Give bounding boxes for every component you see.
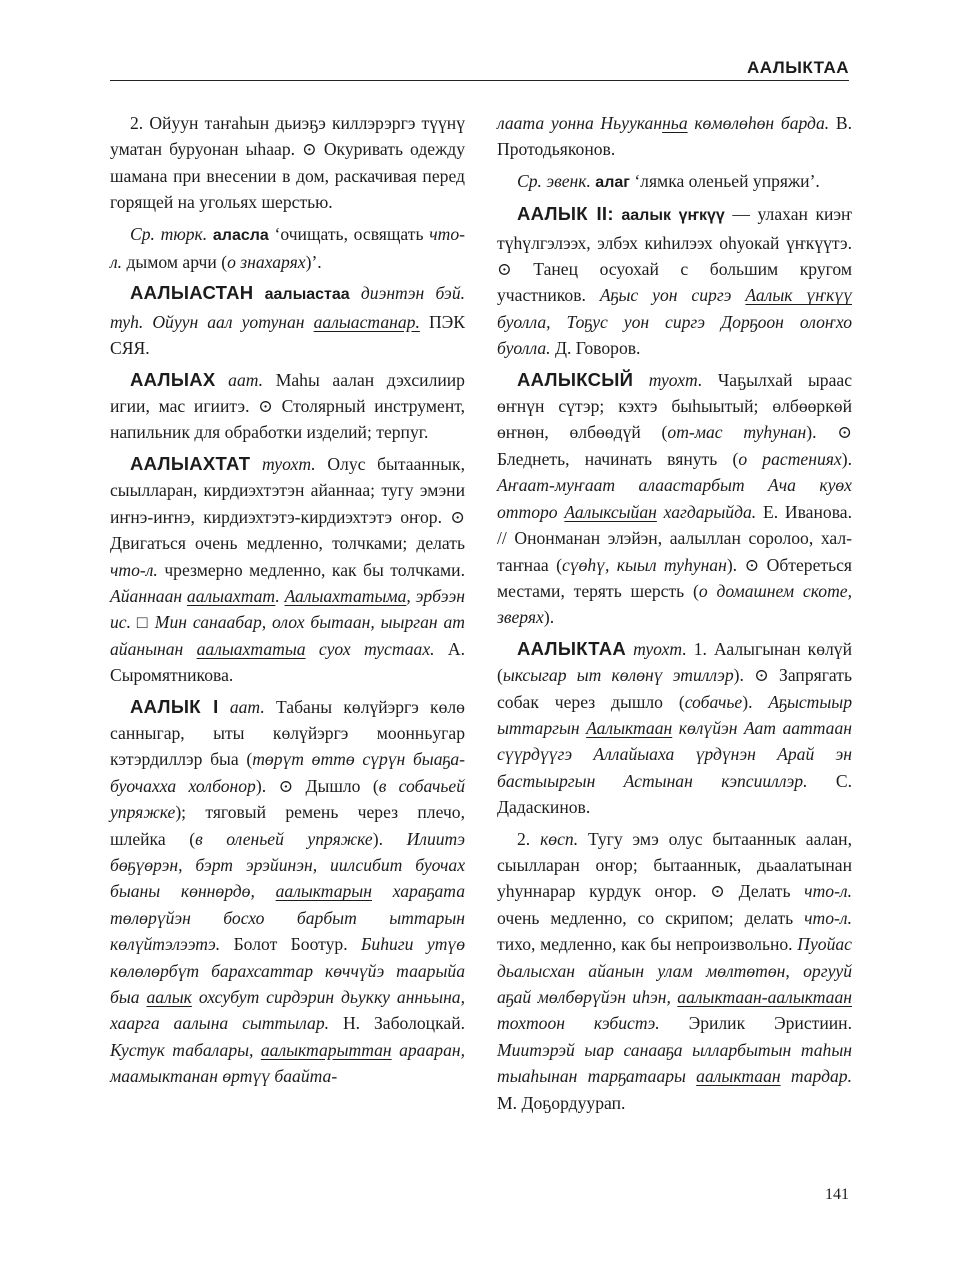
definition: чрезмерно медленно, как бы толчками. [164, 559, 465, 580]
label-text: о знахарях [227, 252, 306, 273]
example-word: аалыахтат [186, 585, 276, 606]
headword: ААЛЫКТАА [517, 637, 627, 659]
definition: Чаҕылхай ыраас өҥнүн сүтэр; кэхтэ быһыытый; өлбөөркөй өҥнөн, өлбөөдүй ( [497, 369, 853, 443]
example: тохтоон кэбистэ. [497, 1013, 660, 1034]
definition: Табаны көлүйэргэ көлө санныгар, ыты көлүйэргэ моонньугар кэтэрдиллэр быа ( [110, 696, 465, 770]
gloss: дымом арчи ( [126, 252, 228, 273]
left-column [110, 110, 465, 1095]
example: көмөлөһөн барда. [694, 113, 830, 133]
part-of-speech: аат. [228, 369, 264, 390]
example: , эрбээн ис. □ Мин санаабар, олох бытаан, ыырган ат айанынан [110, 585, 466, 659]
definition: диэнтэн бэй. туһ. Ойуун аал уотунан [110, 283, 466, 332]
example: Аҕыс уон сиргэ [599, 285, 732, 306]
definition: Олус бытааннык, сыылларан, кирдиэхтэтэн айаннаа; тугу эмэни иҥнэ-иҥнэ, кирдиэхтэтэ-кирдиэхтэтэ оҥор. ⊙ Двигаться очень медленно, толчками; делать [110, 453, 466, 554]
base-form: аалыастаа [264, 286, 350, 304]
example: буолла, Тоҕус уон сиргэ Дорҕоон олоҥхо буолла. [497, 311, 852, 359]
label-text: ыксыгар ыт көлөнү этиллэр [502, 665, 734, 686]
entry-text: 2. Ойуун таҥаһын дьиэҕэ киллэрэргэ түүнү уматан буруонан ыһаар. ⊙ Окуривать одежду шамана при внесении в дом, раскачивая перед горящей на угольях шерстью. [110, 113, 465, 213]
gloss: ‘лямка оленьей упряжи’. [634, 170, 820, 191]
definition: 1. Аалыгынан көлүй ( [497, 638, 852, 686]
source: М. Доҕордуурап. [497, 1092, 626, 1113]
sense-number: 2. [517, 828, 531, 849]
part-of-speech: туохт. [262, 453, 316, 474]
example: Пуойас дьалысхан айанын улам мөлтөтөн, оргууй аҕай мөлбөрүйэн иһэн, [497, 934, 852, 1007]
right-column [497, 110, 852, 1121]
example-word: аалыктарыттан [260, 1039, 392, 1060]
part-of-speech: туохт. [648, 369, 703, 390]
label-text: Ср. эвенк. [517, 170, 591, 191]
part-of-speech: аат. [229, 696, 265, 717]
example: хараҕата төлөрүйэн босхо барбыт ыттарын көлүйтэлээтэ. [110, 881, 465, 955]
definition: ); тяговый ремень через плечо, шлейка ( [110, 802, 465, 849]
example: тардар. [790, 1066, 852, 1087]
label-text: что-л. [110, 559, 158, 580]
example-word: аалыктарын [275, 881, 372, 902]
example-word: Аалыксыйан [564, 501, 657, 522]
example: Кустук табалары, [110, 1039, 254, 1060]
source: Д. Говоров. [554, 338, 641, 359]
headword: ААЛЫАСТАН [130, 282, 254, 304]
label-text: о домашнем скоте, зверях [497, 580, 852, 628]
source: ПЭК СЯЯ. [110, 311, 465, 359]
definition: ). [841, 448, 852, 469]
example: Айаннаан [110, 585, 183, 606]
example-word: аалыастанар. [313, 311, 420, 332]
example: лаата уонна Ньуукан [497, 113, 663, 133]
headword: ААЛЫКСЫЙ [517, 368, 634, 390]
dictionary-entry [497, 636, 852, 821]
source: С. Дадаскинов. [497, 770, 852, 818]
dictionary-entry [110, 280, 465, 361]
example: . [275, 585, 280, 606]
example-word: аалыахтатыа [196, 638, 306, 659]
label-text: сүөһү, кыыл туһунан [561, 554, 727, 575]
example: Илиитэ бөҕүөрэн, бэрт эрэйинэн, иилсибит буочах быаны көннөрдө, [110, 828, 465, 902]
source: Е. Иванова. // Ононманан элэйэн, аалыллан соролоо, халтаҥнаа ( [497, 501, 852, 575]
headword: ААЛЫК I [130, 695, 219, 717]
headword: ААЛЫАХТАТ [130, 452, 251, 474]
example: көлүйэн Аат ааттаан сүүрдүүгэ Аллайыаха үрдүнэн Арай эн бастыыргын Астынан кэпсииллэр. [497, 717, 852, 791]
definition: ). [372, 828, 383, 849]
running-header: ААЛЫКТАА [747, 58, 849, 77]
definition: — улахан киэҥ түһүлгэлээх, элбэх киһилээх оһуокай үҥкүүтэ. ⊙ Танец осуохай с большим кругом участников. [497, 204, 852, 306]
etymology-paragraph [497, 168, 852, 196]
example: Аҕыстыыр ыттаргын [497, 691, 852, 738]
label-text: собачье [684, 691, 743, 712]
etymon: алаг [595, 173, 630, 191]
entry-paragraph [110, 110, 465, 216]
headword: ААЛЫАХ [130, 368, 216, 390]
definition: ). ⊙ Дышло ( [255, 775, 379, 796]
gloss: )’. [305, 252, 322, 273]
example-word: аалыктаан-аалыктаан [677, 987, 852, 1007]
definition: ). ⊙ Бледнеть, начинать вянуть ( [497, 422, 852, 469]
part-of-speech: туохт. [633, 638, 687, 659]
etymon: аласла [212, 226, 269, 244]
definition: ). [543, 607, 555, 628]
dictionary-entry [497, 826, 852, 1116]
definition: Тугу эмэ олус бытааннык аалан, сыылларан оҥор; бытааннык, дьаалатынан уһуннарар курдук оҥор. ⊙ Делать [497, 828, 852, 902]
etymology-paragraph [110, 221, 465, 276]
example: Миитэрэй ыар санааҕа ылларбытын таһын тыаһынан тарҕатаары [497, 1039, 852, 1087]
source: Болот Боотур. [233, 934, 348, 955]
label-text: төрүт өттө сүрүн быаҕа-буочахха холбонор [110, 749, 465, 796]
source: Н. Заболоцкай. [342, 1013, 466, 1034]
example-word: Аалыахтатыма [284, 585, 407, 606]
definition: очень медленно, со скрипом; делать [497, 907, 794, 928]
label-text: что-л. [110, 223, 465, 273]
example: Аҥаат-муҥаат алаастарбыт Ача куөх отторо [497, 475, 852, 522]
definition: ). ⊙ Обтереться местами, терять шерсть ( [497, 554, 852, 601]
dictionary-entry [110, 694, 465, 1090]
label-text: о растениях [738, 448, 842, 469]
label-text: что-л. [804, 907, 852, 928]
label-text: что-л. [804, 881, 852, 902]
example-word: Аалык үҥкүү [745, 285, 852, 306]
example-word: аалык [146, 987, 192, 1007]
example: арааран, маамыктанан өртүү баайта- [110, 1039, 465, 1087]
definition: ). ⊙ Запрягать собак через дышло ( [497, 665, 852, 712]
source: В. Протодьяконов. [497, 113, 852, 160]
label-text: от-мас туһунан [667, 422, 807, 443]
dictionary-entry [497, 201, 852, 361]
source: А. Сыромятникова. [110, 638, 465, 686]
dictionary-entry [110, 367, 465, 446]
label-text: в оленьей упряжке [195, 828, 373, 849]
dictionary-entry [497, 367, 852, 631]
page-number: 141 [825, 1186, 849, 1203]
example-word: Аалыктаан [586, 717, 673, 738]
base-form: аалык үҥкүү [621, 207, 725, 225]
header-rule [110, 80, 849, 81]
gloss: ‘очищать, освящать [274, 223, 424, 244]
example: хагдарыйда. [663, 501, 757, 522]
dictionary-entry [110, 451, 465, 689]
definition: тихо, медленно, как бы непроизвольно. [497, 934, 793, 955]
headword: ААЛЫК II: [517, 203, 614, 225]
example: охсубут сирдэрин дьукку анньына, хаарга аалына сыттылар. [110, 987, 466, 1034]
example: суох тустаах. [318, 638, 435, 659]
label-text: көсп. [540, 828, 579, 849]
label-text: Ср. тюрк. [130, 223, 208, 244]
example: Биһиги утүө көлөлөрбүт барахсаттар көччүйэ таарыйа быа [110, 934, 465, 1007]
example-word: аалыктаан [696, 1066, 781, 1087]
continued-paragraph [497, 110, 852, 163]
definition: Маһы аалан дэхсилиир игии, мас игиитэ. ⊙ Столярный инструмент, напильник для обработки изделий; терпуг. [110, 369, 465, 443]
source: Эрилик Эристиин. [688, 1013, 852, 1034]
example-word: ньа [662, 113, 688, 133]
definition: ). [742, 691, 753, 712]
label-text: в собачьей упряжке [110, 775, 466, 823]
